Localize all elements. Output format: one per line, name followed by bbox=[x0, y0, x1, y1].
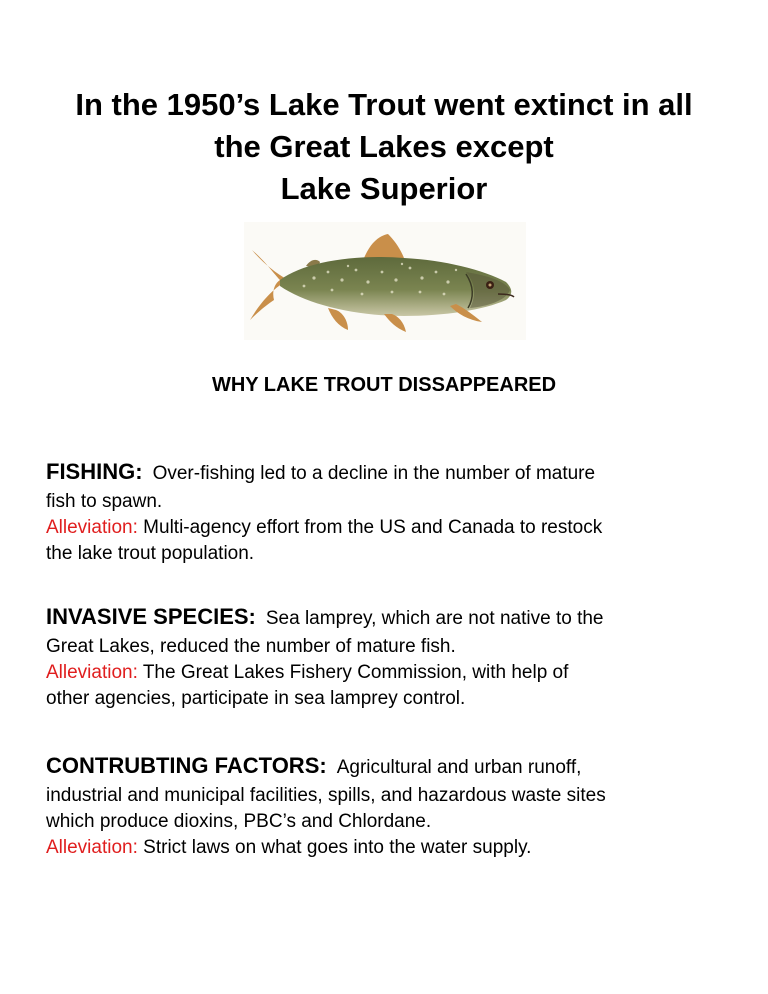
contributing-alleviation-text-1: Strict laws on what goes into the water supply. bbox=[143, 837, 532, 858]
invasive-species-section bbox=[46, 602, 736, 712]
title-line-3: Lake Superior bbox=[280, 171, 488, 206]
invasive-heading: INVASIVE SPECIES: bbox=[46, 604, 256, 629]
fishing-alleviation-text-1: Multi-agency effort from the US and Canada to restock bbox=[143, 517, 603, 538]
fishing-text-line-2: fish to spawn. bbox=[46, 491, 163, 512]
title-line-1: In the 1950’s Lake Trout went extinct in all bbox=[75, 87, 693, 122]
contributing-alleviation bbox=[46, 835, 736, 861]
fishing-text-line-1: Over-fishing led to a decline in the number of mature bbox=[152, 463, 596, 484]
contributing-heading-line bbox=[46, 751, 736, 783]
lake-trout-image bbox=[244, 222, 526, 340]
contributing-factors-section bbox=[46, 751, 736, 861]
invasive-alleviation-text-2: other agencies, participate in sea lamprey control. bbox=[46, 688, 466, 709]
section-title: WHY LAKE TROUT DISSAPPEARED bbox=[211, 374, 557, 396]
fishing-alleviation-text-2: the lake trout population. bbox=[46, 543, 255, 564]
contributing-alleviation-label: Alleviation: bbox=[46, 837, 138, 858]
invasive-heading-line bbox=[46, 602, 736, 634]
invasive-alleviation bbox=[46, 660, 736, 686]
title-line-2: the Great Lakes except bbox=[214, 129, 554, 164]
contributing-text-line-2: industrial and municipal facilities, spills, and hazardous waste sites bbox=[46, 785, 606, 806]
contributing-text-line-3: which produce dioxins, PBC’s and Chlordane. bbox=[46, 811, 432, 832]
contributing-text-line-1: Agricultural and urban runoff, bbox=[336, 757, 582, 778]
fishing-heading: FISHING: bbox=[46, 459, 143, 484]
contributing-heading: CONTRUBTING FACTORS: bbox=[46, 753, 327, 778]
fishing-alleviation bbox=[46, 515, 736, 541]
invasive-text-line-2: Great Lakes, reduced the number of mature fish. bbox=[46, 636, 456, 657]
fishing-heading-line bbox=[46, 457, 736, 489]
invasive-alleviation-text-1: The Great Lakes Fishery Commission, with help of bbox=[142, 662, 569, 683]
invasive-text-line-1: Sea lamprey, which are not native to the bbox=[265, 608, 604, 629]
fishing-section bbox=[46, 457, 736, 567]
invasive-alleviation-label: Alleviation: bbox=[46, 662, 138, 683]
fishing-alleviation-label: Alleviation: bbox=[46, 517, 138, 538]
lake-trout-fish-icon bbox=[244, 222, 526, 340]
page-title bbox=[0, 84, 768, 210]
